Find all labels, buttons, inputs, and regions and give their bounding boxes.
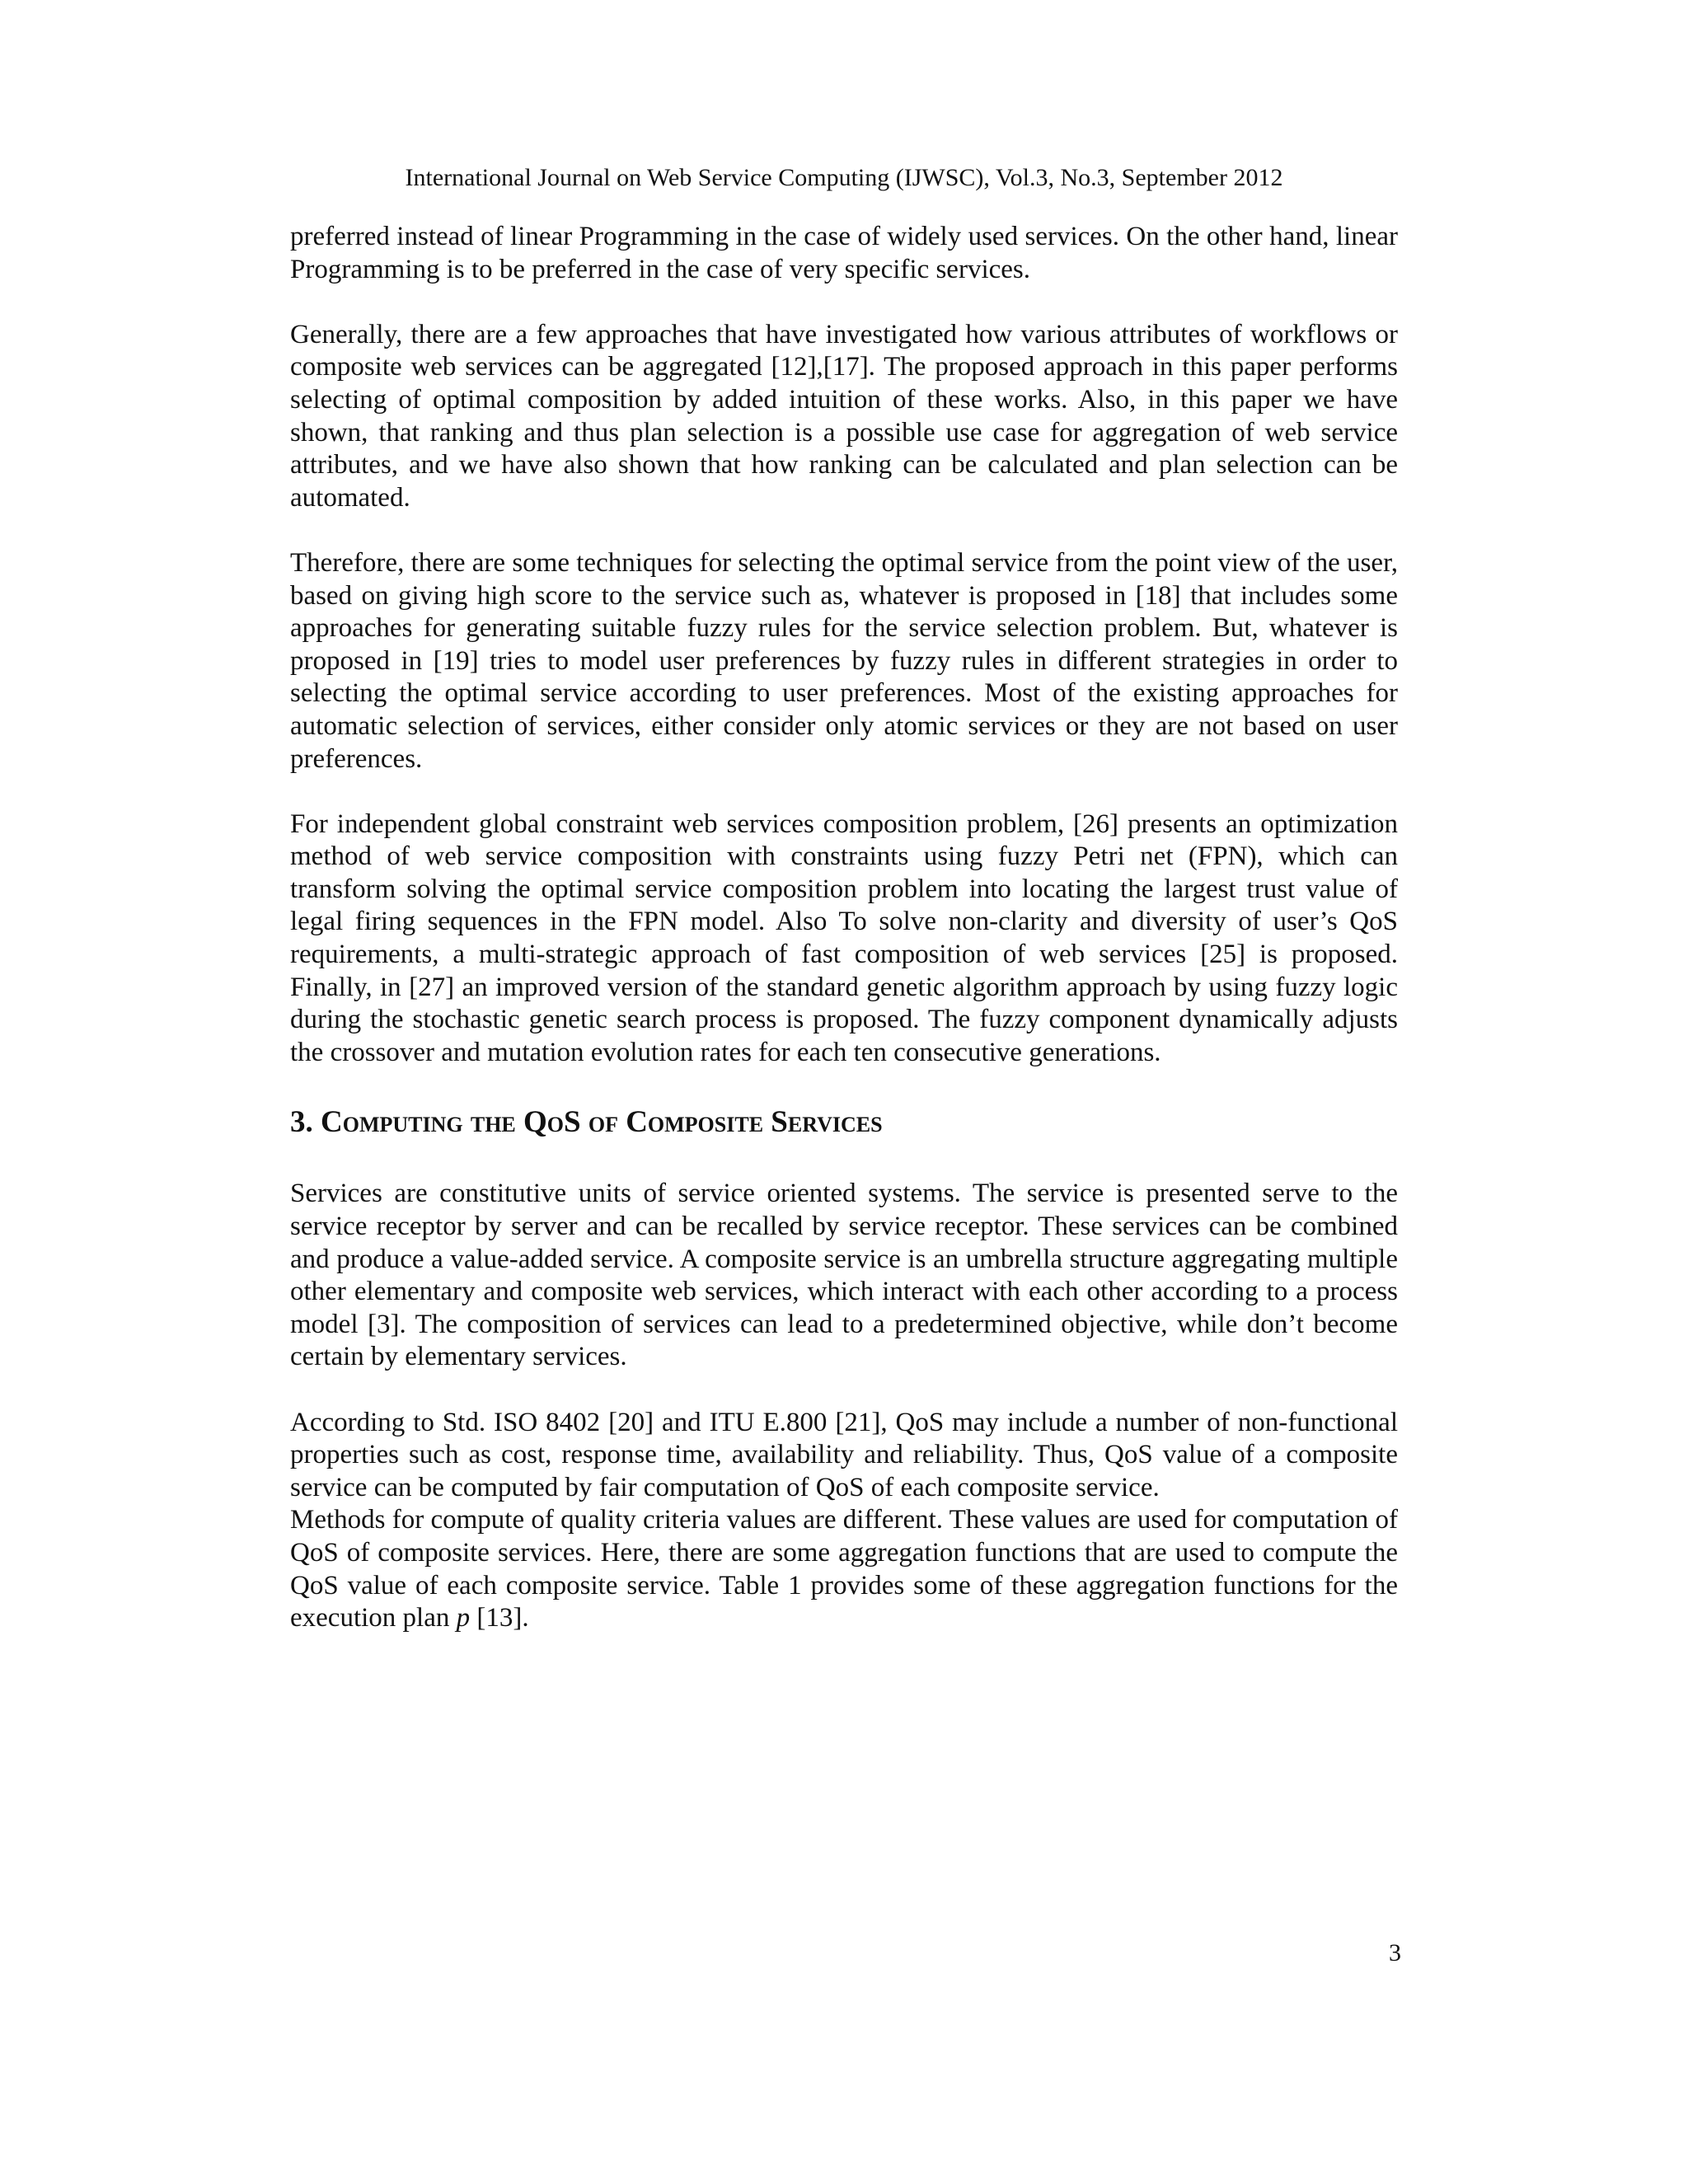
page-number: 3 [1389, 1939, 1401, 1966]
paragraph: Generally, there are a few approaches that have investigated how various attributes of workflows or composite web services can be aggregated [12],[17]. The proposed approach in this paper performs selecting of optimal composition by added intuition of these works. Also, in this paper we have shown, that ranking and thus plan selection is a possible use case for aggregation of web service attributes, and we have also shown that how ranking can be calculated and plan selection can be automated. [290, 319, 1398, 513]
article-body [290, 221, 1398, 1635]
paragraph: preferred instead of linear Programming in the case of widely used services. On the other hand, linear Programming is to be preferred in the case of very specific services. [290, 222, 1398, 284]
section-heading: 3. Computing the QoS of Composite Services [290, 1105, 883, 1140]
citation: [13]. [470, 1603, 529, 1633]
paragraph [290, 1504, 1398, 1634]
plan-variable: p [456, 1603, 471, 1633]
paragraph: According to Std. ISO 8402 [20] and ITU E.800 [21], QoS may include a number of non-functional properties such as cost, response time, availability and reliability. Thus, QoS value of a composite service can be computed by fair computation of QoS of each composite service. [290, 1407, 1398, 1502]
paragraph-text: Methods for compute of quality criteria values are different. These values are used for computation of QoS of composite services. Here, there are some aggregation functions that are used to compute the QoS value of each composite service. Table 1 provides some of these aggregation functions for the execution plan [290, 1505, 1398, 1633]
paragraph: For independent global constraint web services composition problem, [26] presents an optimization method of web service composition with constraints using fuzzy Petri net (FPN), which can transform solving the optimal service composition problem into locating the largest trust value of legal firing sequences in the FPN model. Also To solve non-clarity and diversity of user’s QoS requirements, a multi-strategic approach of fast composition of web services [25] is proposed. Finally, in [27] an improved version of the standard genetic algorithm approach by using fuzzy logic during the stochastic genetic search process is proposed. The fuzzy component dynamically adjusts the crossover and mutation evolution rates for each ten consecutive generations. [290, 808, 1398, 1067]
paragraph: Therefore, there are some techniques for selecting the optimal service from the point view of the user, based on giving high score to the service such as, whatever is proposed in [18] that includes some approaches for generating suitable fuzzy rules for the service selection problem. But, whatever is proposed in [19] tries to model user preferences by fuzzy rules in different strategies in order to selecting the optimal service according to user preferences. Most of the existing approaches for automatic selection of services, either consider only atomic services or they are not based on user preferences. [290, 547, 1398, 774]
paragraph: Services are constitutive units of service oriented systems. The service is presented serve to the service receptor by server and can be recalled by service receptor. These services can be combined and produce a value-added service. A composite service is an umbrella structure aggregating multiple other elementary and composite web services, which interact with each other according to a process model [3]. The composition of services can lead to a predetermined objective, while don’t become certain by elementary services. [290, 1179, 1398, 1372]
running-header: International Journal on Web Service Computing (IJWSC), Vol.3, No.3, September 2012 [405, 164, 1283, 191]
